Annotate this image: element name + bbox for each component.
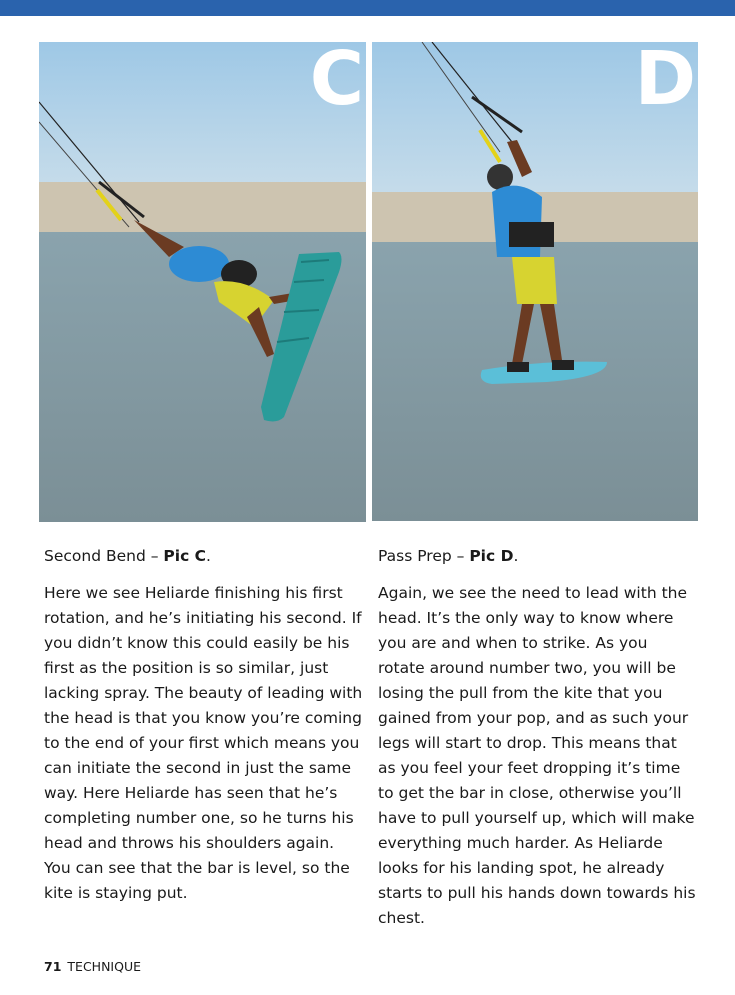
photo-c	[39, 42, 366, 522]
caption-heading-d	[378, 545, 698, 567]
photo-d	[372, 42, 698, 521]
heading-c-end: .	[206, 547, 211, 565]
heading-d-end: .	[513, 547, 519, 565]
heading-d-text: Pass Prep –	[378, 547, 470, 565]
column-right	[378, 545, 698, 931]
section-name: TECHNIQUE	[67, 959, 141, 974]
heading-c-ref: Pic C	[163, 547, 207, 565]
caption-heading-c	[44, 545, 364, 567]
photo-c-letter: C	[309, 42, 362, 122]
heading-c-text: Second Bend –	[44, 547, 164, 565]
caption-body-c: Here we see Heliarde finishing his first rotation, and he’s initiating his second. If you didn’t know this could easily be his first as the position is so similar, just lacking spray. The beauty of leading with the head is that you know you’re coming to the end of your first which means you can initiate the second in just the same way. Here Heliarde has seen that he’s completing number one, so he turns his head and throws his shoulders again. You can see that the bar is level, so the kite is staying put.	[44, 584, 363, 902]
column-left	[44, 545, 364, 906]
page-footer	[44, 959, 141, 974]
heading-d-ref: Pic D	[469, 547, 514, 565]
top-color-bar	[0, 0, 735, 16]
page-number: 71	[44, 959, 62, 974]
photo-d-letter: D	[634, 42, 694, 122]
caption-body-d: Again, we see the need to lead with the head. It’s the only way to know where you are and when to strike. As you rotate around number two, you will be losing the pull from the kite that you gained from your pop, and as such your legs will start to drop. This means that as you feel your feet dropping it’s time to get the bar in close, otherwise you’ll have to pull yourself up, which will make everything much harder. As Heliarde looks for his landing spot, he already starts to pull his hands down towards his chest.	[378, 584, 696, 927]
